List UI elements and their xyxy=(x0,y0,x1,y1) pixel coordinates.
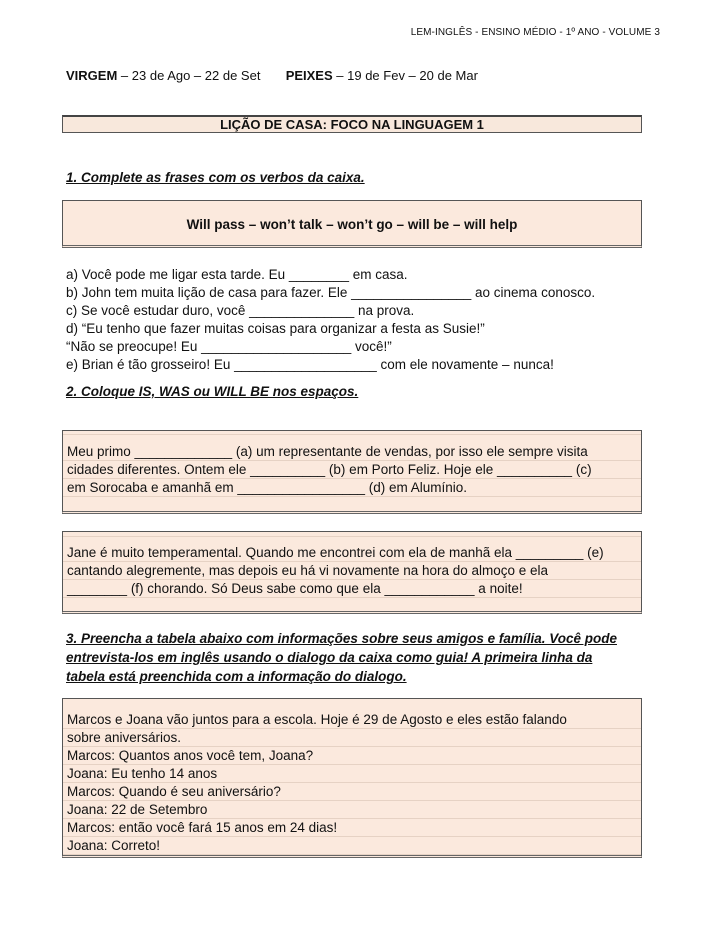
question-1-sentences xyxy=(66,266,595,374)
zodiac-line xyxy=(66,68,478,83)
zodiac-dates-2: – 19 de Fev – 20 de Mar xyxy=(336,68,478,83)
paragraph-2-line: ________ (f) chorando. Só Deus sabe como que ela ____________ a noite! xyxy=(67,581,523,596)
paragraph-box-2 xyxy=(62,531,642,614)
paragraph-box-1 xyxy=(62,430,642,514)
zodiac-sign-1: VIRGEM xyxy=(66,68,118,83)
dialog-line: Marcos: Quando é seu aniversário? xyxy=(67,784,281,799)
zodiac-dates-1: – 23 de Ago – 22 de Set xyxy=(120,68,261,83)
paragraph-1-line: Meu primo _____________ (a) um representante de vendas, por isso ele sempre visita xyxy=(67,444,588,459)
zodiac-sign-2: PEIXES xyxy=(285,68,333,83)
paragraph-2-line: cantando alegremente, mas depois eu há vi novamente na hora do almoço e ela xyxy=(67,563,549,578)
paragraph-1-line: em Sorocaba e amanhã em _________________ (d) em Alumínio. xyxy=(67,480,468,495)
paragraph-2-line: Jane é muito temperamental. Quando me encontrei com ela de manhã ela _________ (e) xyxy=(67,545,604,560)
sentence-b: b) John tem muita lição de casa para fazer. Ele ________________ ao cinema conosco. xyxy=(66,285,596,300)
document-header: LEM-INGLÊS - ENSINO MÉDIO - 1º ANO - VOLUME 3 xyxy=(410,27,660,38)
sentence-d: d) “Eu tenho que fazer muitas coisas para organizar a festa as Susie!” xyxy=(66,321,485,336)
question-2-heading: 2. Coloque IS, WAS ou WILL BE nos espaços. xyxy=(66,384,359,399)
dialog-line: Marcos e Joana vão juntos para a escola. Hoje é 29 de Agosto e eles estão falando xyxy=(67,712,567,727)
sentence-d-reply: “Não se preocupe! Eu ____________________ você!” xyxy=(66,339,392,354)
lesson-title: LIÇÃO DE CASA: FOCO NA LINGUAGEM 1 xyxy=(62,115,642,133)
question-3-heading xyxy=(66,629,617,686)
dialog-line: Marcos: então você fará 15 anos em 24 dias! xyxy=(67,820,338,835)
question-3-heading-line: 3. Preencha a tabela abaixo com informações sobre seus amigos e família. Você pode xyxy=(66,631,617,646)
dialog-box xyxy=(62,698,642,858)
dialog-line: Joana: Eu tenho 14 anos xyxy=(67,766,218,781)
dialog-line: Joana: 22 de Setembro xyxy=(67,802,208,817)
dialog-line: sobre aniversários. xyxy=(67,730,182,745)
sentence-c: c) Se você estudar duro, você ______________ na prova. xyxy=(66,303,415,318)
question-3-heading-line: tabela está preenchida com a informação do dialogo. xyxy=(66,669,407,684)
question-1-heading: 1. Complete as frases com os verbos da caixa. xyxy=(66,170,365,185)
verbs-box: Will pass – won’t talk – won’t go – will be – will help xyxy=(62,200,642,248)
dialog-line: Marcos: Quantos anos você tem, Joana? xyxy=(67,748,314,763)
paragraph-1-line: cidades diferentes. Ontem ele __________ (b) em Porto Feliz. Hoje ele __________ (c) xyxy=(67,462,592,477)
sentence-e: e) Brian é tão grosseiro! Eu ___________________ com ele novamente – nunca! xyxy=(66,357,554,372)
question-3-heading-line: entrevista-los em inglês usando o dialogo da caixa como guia! A primeira linha da xyxy=(66,650,593,665)
dialog-line: Joana: Correto! xyxy=(67,838,161,853)
sentence-a: a) Você pode me ligar esta tarde. Eu ________ em casa. xyxy=(66,267,408,282)
